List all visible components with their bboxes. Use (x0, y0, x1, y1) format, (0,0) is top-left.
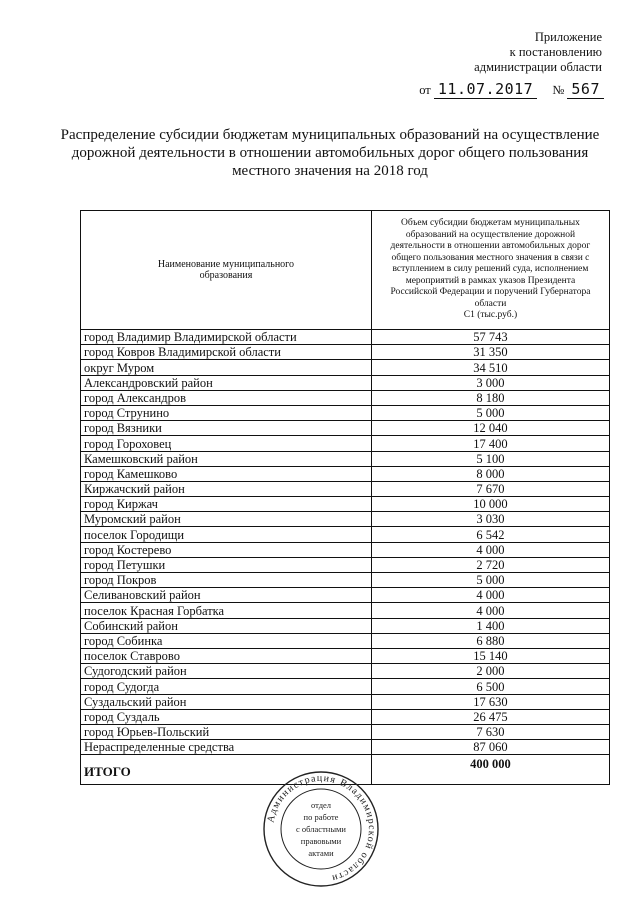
stamp-inner-line-4: правовыми (300, 836, 342, 846)
table-row (81, 664, 610, 679)
municipality-name: город Судогда (81, 679, 372, 694)
municipality-name: город Юрьев-Польский (81, 724, 372, 739)
municipality-name: Камешковский район (81, 451, 372, 466)
subsidy-amount: 2 000 (371, 664, 609, 679)
municipality-name: город Вязники (81, 421, 372, 436)
table-row (81, 588, 610, 603)
municipality-name: Собинский район (81, 618, 372, 633)
subsidy-amount: 8 180 (371, 390, 609, 405)
date-prefix: от (419, 83, 431, 97)
municipality-name: город Собинка (81, 633, 372, 648)
table-header-row (81, 211, 610, 330)
subsidy-amount: 15 140 (371, 648, 609, 663)
total-label: ИТОГО (81, 755, 372, 785)
table-row (81, 679, 610, 694)
subsidy-amount: 5 100 (371, 451, 609, 466)
stamp-inner-line-3: с областными (296, 824, 346, 834)
total-amount: 400 000 (371, 755, 609, 785)
municipality-name: город Александров (81, 390, 372, 405)
municipality-name: город Ковров Владимирской области (81, 345, 372, 360)
stamp-inner-line-2: по работе (303, 812, 339, 822)
appendix-line-1: Приложение (534, 30, 602, 44)
appendix-line-2: к постановлению (509, 45, 602, 59)
header-amount-line-2: образований на осуществление дорожной (405, 229, 576, 240)
municipality-name: город Струнино (81, 405, 372, 420)
header-amount-line-5: вступлением в силу решений суда, исполнением (392, 264, 589, 275)
subsidy-amount: 8 000 (371, 466, 609, 481)
table-row (81, 573, 610, 588)
title-line-2: дорожной деятельности в отношении автомобильных дорог общего пользования (71, 145, 589, 161)
municipality-name: город Костерево (81, 542, 372, 557)
title-line-1: Распределение субсидии бюджетам муниципальных образований на осуществление (60, 127, 600, 143)
subsidy-amount: 26 475 (371, 709, 609, 724)
subsidy-table (80, 210, 610, 785)
municipality-name: Александровский район (81, 375, 372, 390)
subsidy-amount: 7 630 (371, 724, 609, 739)
stamp-seal-graphic (262, 770, 380, 888)
table-row (81, 512, 610, 527)
table-row (81, 330, 610, 345)
subsidy-amount: 1 400 (371, 618, 609, 633)
appendix-block (474, 30, 602, 75)
subsidy-amount: 3 030 (371, 512, 609, 527)
subsidy-amount: 5 000 (371, 573, 609, 588)
municipality-name: Киржачский район (81, 481, 372, 496)
number-label: № (552, 83, 565, 97)
order-number: 567 (567, 80, 604, 99)
subsidy-amount: 34 510 (371, 360, 609, 375)
stamp-inner-line-5: актами (308, 848, 334, 858)
subsidy-amount: 6 880 (371, 633, 609, 648)
municipality-name: поселок Ставрово (81, 648, 372, 663)
table-row (81, 436, 610, 451)
subsidy-amount: 87 060 (371, 740, 609, 755)
subsidy-amount: 6 500 (371, 679, 609, 694)
title-line-3: местного значения на 2018 год (232, 163, 428, 179)
table-row (81, 345, 610, 360)
subsidy-amount: 12 040 (371, 421, 609, 436)
header-name-line-2: образования (199, 270, 253, 281)
table-row (81, 527, 610, 542)
column-header-amount (371, 211, 609, 330)
subsidy-amount: 4 000 (371, 588, 609, 603)
document-title (45, 126, 615, 180)
table-row (81, 405, 610, 420)
table-row (81, 709, 610, 724)
table-row (81, 557, 610, 572)
header-amount-line-1: Объем субсидии бюджетам муниципальных (401, 218, 580, 229)
table-row (81, 451, 610, 466)
municipality-name: Муромский район (81, 512, 372, 527)
header-amount-line-3: деятельности в отношении автомобильных дорог (390, 241, 591, 252)
subsidy-amount: 7 670 (371, 481, 609, 496)
subsidy-amount: 31 350 (371, 345, 609, 360)
municipality-name: город Покров (81, 573, 372, 588)
municipality-name: город Суздаль (81, 709, 372, 724)
subsidy-amount: 10 000 (371, 497, 609, 512)
municipality-name: город Киржач (81, 497, 372, 512)
subsidy-amount: 4 000 (371, 603, 609, 618)
order-date: 11.07.2017 (434, 80, 537, 99)
table-row (81, 740, 610, 755)
table-row (81, 603, 610, 618)
municipality-name: округ Муром (81, 360, 372, 375)
municipality-name: Селивановский район (81, 588, 372, 603)
subsidy-amount: 3 000 (371, 375, 609, 390)
header-amount-line-6: мероприятий в рамках указов Президента (405, 275, 576, 286)
header-amount-line-9: С1 (тыс.руб.) (463, 310, 518, 321)
header-amount-line-8: области (474, 298, 507, 309)
municipality-name: город Гороховец (81, 436, 372, 451)
table-row (81, 648, 610, 663)
table-row (81, 421, 610, 436)
subsidy-amount: 2 720 (371, 557, 609, 572)
table-row (81, 497, 610, 512)
table-row (81, 542, 610, 557)
municipality-name: город Владимир Владимирской области (81, 330, 372, 345)
municipality-name: поселок Городищи (81, 527, 372, 542)
table-row (81, 618, 610, 633)
table-row (81, 481, 610, 496)
subsidy-amount: 17 400 (371, 436, 609, 451)
municipality-name: Суздальский район (81, 694, 372, 709)
subsidy-amount: 6 542 (371, 527, 609, 542)
table-row (81, 466, 610, 481)
table-row (81, 375, 610, 390)
municipality-name: Судогодский район (81, 664, 372, 679)
header-name-line-1: Наименование муниципального (157, 258, 295, 270)
appendix-line-3: администрации области (474, 60, 602, 74)
order-date-number (419, 80, 604, 98)
municipality-name: поселок Красная Горбатка (81, 603, 372, 618)
column-header-name (81, 211, 372, 330)
subsidy-amount: 57 743 (371, 330, 609, 345)
municipality-name: город Петушки (81, 557, 372, 572)
header-amount-line-7: Российской Федерации и поручений Губернатора (390, 287, 591, 298)
subsidy-amount: 17 630 (371, 694, 609, 709)
table-row (81, 360, 610, 375)
subsidy-amount: 5 000 (371, 405, 609, 420)
stamp-outer-text: Администрация Владимирской области (265, 772, 378, 884)
municipality-name: город Камешково (81, 466, 372, 481)
table-row (81, 390, 610, 405)
official-stamp (262, 770, 380, 888)
table-row (81, 724, 610, 739)
municipality-name: Нераспределенные средства (81, 740, 372, 755)
stamp-inner-line-1: отдел (310, 800, 332, 810)
header-amount-line-4: общего пользования местного значения в связи с (391, 252, 590, 263)
subsidy-amount: 4 000 (371, 542, 609, 557)
table-row (81, 694, 610, 709)
table-row (81, 633, 610, 648)
